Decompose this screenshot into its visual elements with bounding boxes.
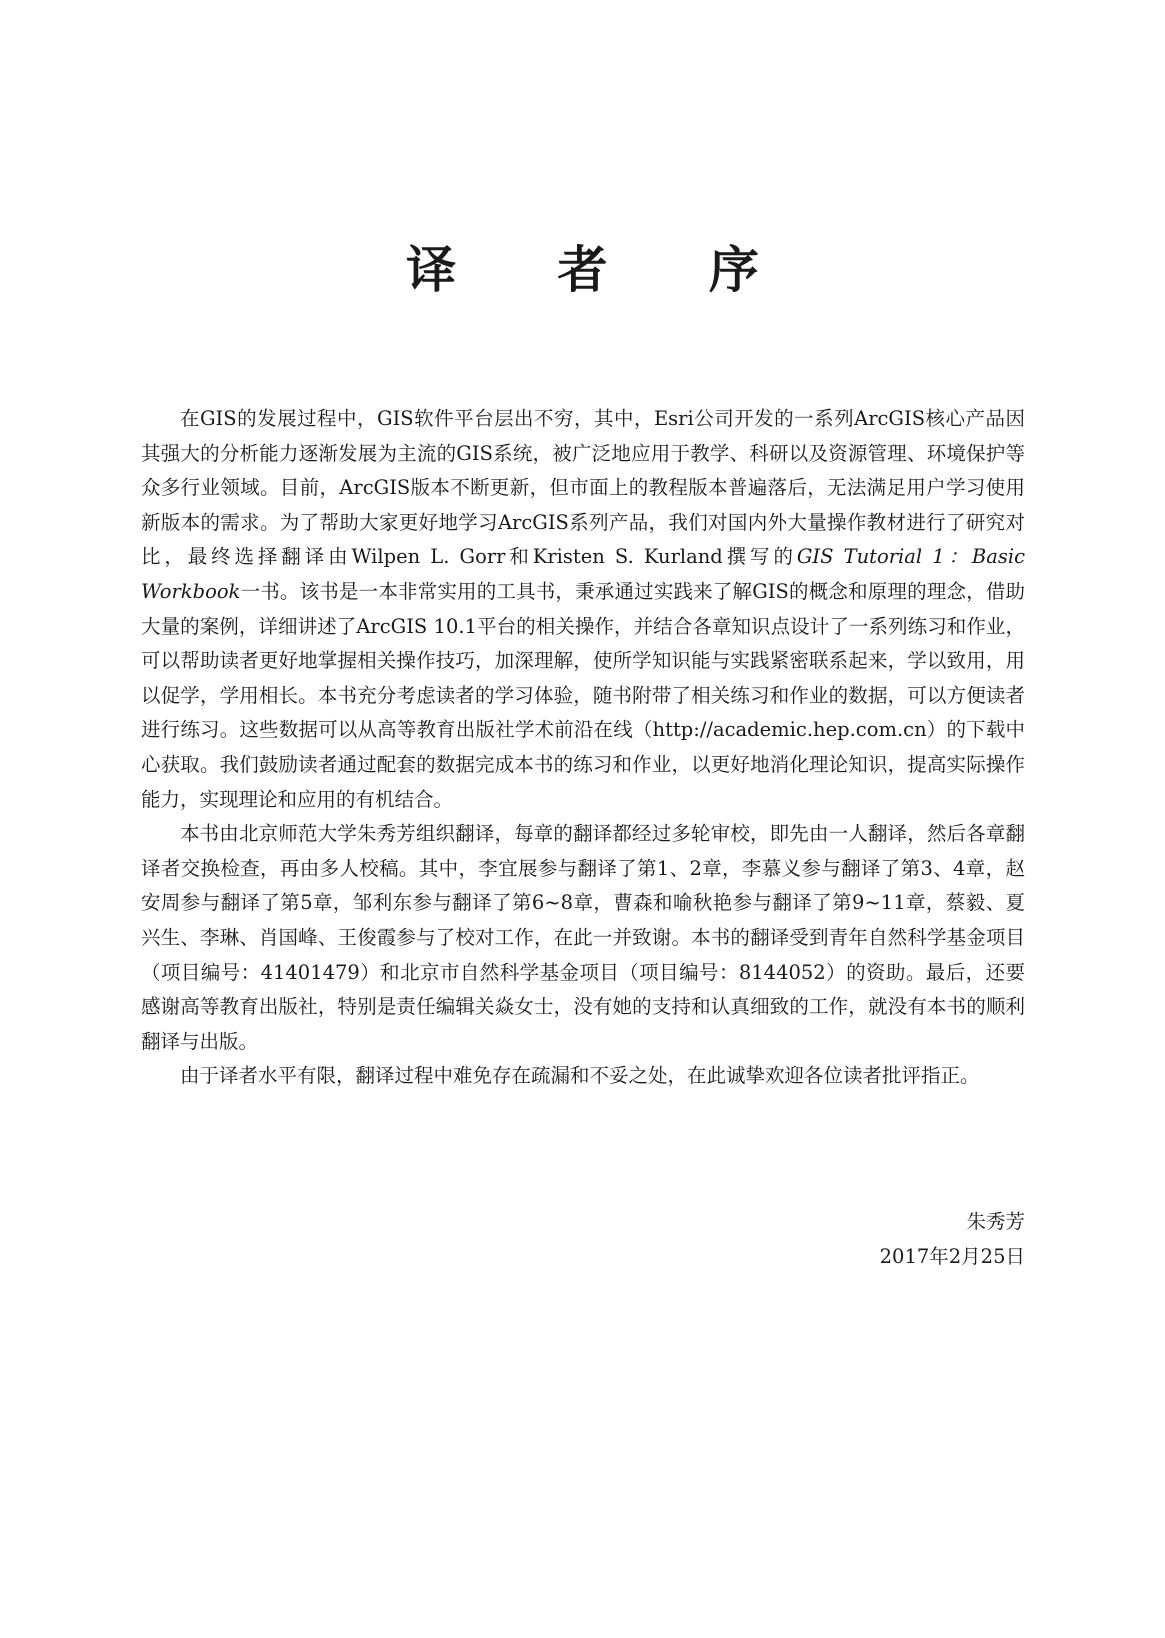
paragraph-1-text-a: 在GIS的发展过程中，GIS软件平台层出不穷，其中，Esri公司开发的一系列ArcGIS核心产品因其强大的分析能力逐渐发展为主流的GIS系统，被广泛地应用于教学、科研以及资源管理、环境保护等众多行业领域。目前，ArcGIS版本不断更新，但市面上的教程版本普遍落后，无法满足用户学习使用新版本的需求。为了帮助大家更好地学习ArcGIS系列产品，我们对国内外大量操作教材进行了研究对比，最终选择翻译由Wilpen L. Gorr和Kristen S. Kurland撰写的 [141,407,1025,569]
preface-body [141,402,1025,1094]
signature-name: 朱秀芳 [966,1210,1025,1233]
signature-block [880,1205,1025,1274]
paragraph-2: 本书由北京师范大学朱秀芳组织翻译，每章的翻译都经过多轮审校，即先由一人翻译，然后各章翻译者交换检查，再由多人校稿。其中，李宜展参与翻译了第1、2章，李慕义参与翻译了第3、4章，赵安周参与翻译了第5章，邹利东参与翻译了第6~8章，曹森和喻秋艳参与翻译了第9~11章，蔡毅、夏兴生、李琳、肖国峰、王俊霞参与了校对工作，在此一并致谢。本书的翻译受到青年自然科学基金项目（项目编号：41401479）和北京市自然科学基金项目（项目编号：8144052）的资助。最后，还要感谢高等教育出版社，特别是责任编辑关焱女士，没有她的支持和认真细致的工作，就没有本书的顺利翻译与出版。 [141,822,1025,1053]
book-title-italic: GIS Tutorial 1：Basic Workbook [141,545,1026,603]
paragraph-1-text-b: 一书。该书是一本非常实用的工具书，秉承通过实践来了解GIS的概念和原理的理念，借助大量的案例，详细讲述了ArcGIS 10.1平台的相关操作，并结合各章知识点设计了一系列练习和作业，可以帮助读者更好地掌握相关操作技巧，加深理解，使所学知识能与实践紧密联系起来，学以致用，用以促学，学用相长。本书充分考虑读者的学习体验，随书附带了相关练习和作业的数据，可以方便读者进行练习。这些数据可以从高等教育出版社学术前沿在线（http://academic.hep.com.cn）的下载中心获取。我们鼓励读者通过配套的数据完成本书的练习和作业，以更好地消化理论知识，提高实际操作能力，实现理论和应用的有机结合。 [141,579,1025,811]
paragraph-3: 由于译者水平有限，翻译过程中难免存在疏漏和不妥之处，在此诚挚欢迎各位读者批评指正。 [180,1064,980,1088]
page-title: 译 者 序 [406,241,801,299]
paragraph-1 [141,402,1025,817]
signature-date: 2017年2月25日 [879,1244,1025,1268]
